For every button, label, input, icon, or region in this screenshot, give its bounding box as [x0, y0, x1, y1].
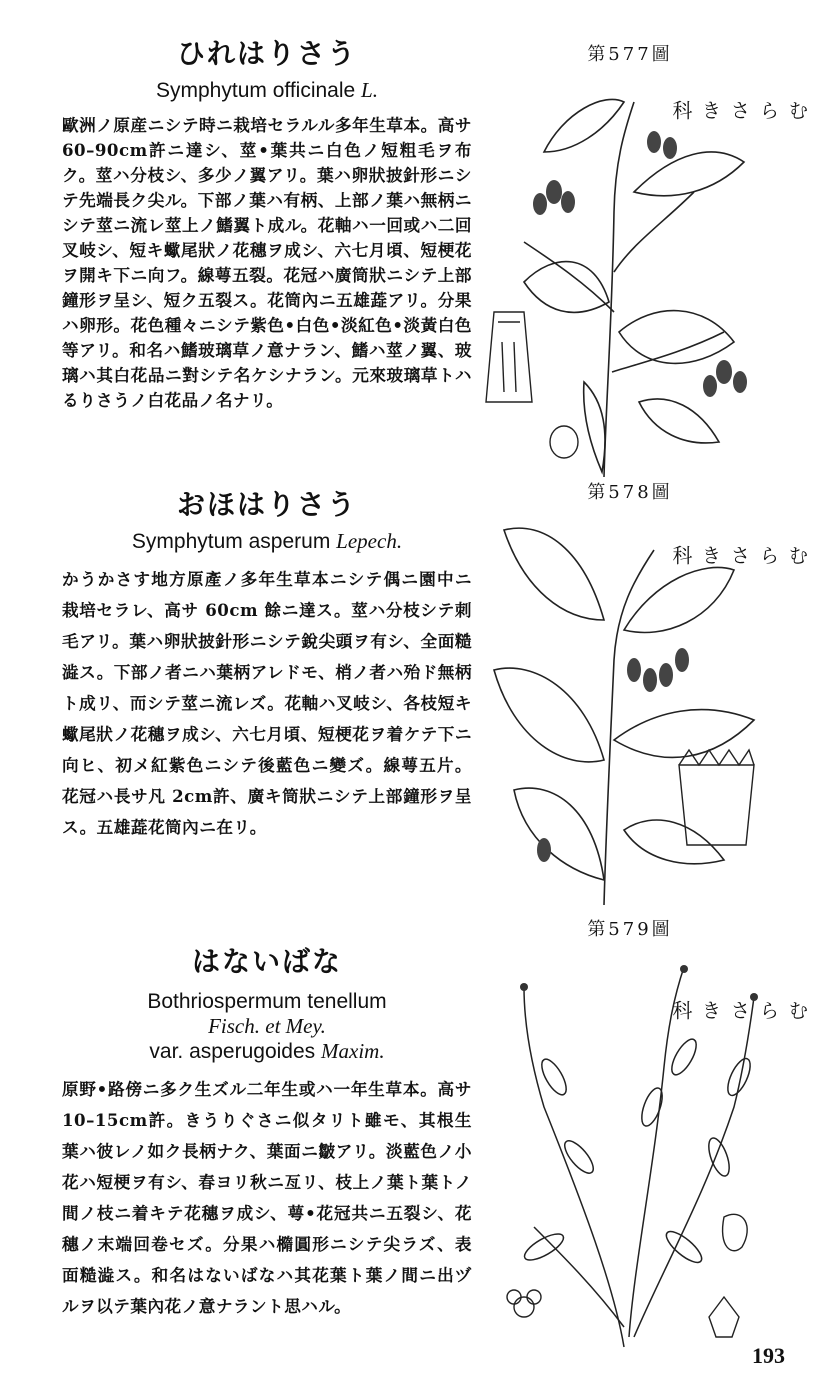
entry-text	[62, 483, 472, 860]
figure-579	[484, 915, 776, 1357]
figure-label: 第579圖	[587, 919, 673, 940]
description-text: かうかさす地方原產ノ多年生草本ニシテ偶ニ園中ニ栽培セラレ、高サ 60cm 餘ニ達ス。莖ハ分枝シテ刺毛アリ。葉ハ卵狀披針形ニシテ銳尖頭ヲ有シ、全面糙澁ス。下部ノ者ニハ葉柄アレドモ、梢ノ者ハ殆ド無柄ト成リ、而シテ莖ニ流レズ。花軸ハ叉岐シ、各枝短キ蠍尾狀ノ花穗ヲ成シ、六七月頃、短梗花ヲ着ケテ下ニ向ヒ、初メ紅紫色ニシテ後藍色ニ變ズ。線萼五片。花冠ハ長サ凡 2cm許、廣キ筒狀ニシテ上部鐘形ヲ呈ス。五雄蕋花筒內ニ在リ。	[62, 569, 472, 837]
japanese-name: おほはりさう	[176, 488, 357, 521]
comfrey-illustration	[484, 510, 776, 910]
figure-578	[484, 478, 776, 910]
figure-label: 第578圖	[587, 482, 673, 503]
scientific-name: Bothriospermum tenellum Fisch. et Mey. var. asperugoides Maxim.	[147, 990, 387, 1063]
japanese-name: ひれはりさう	[176, 37, 357, 70]
comfrey-illustration	[484, 72, 776, 482]
entry-text	[62, 940, 472, 1339]
page-number: 193	[752, 1343, 785, 1368]
family-label: むらさき科	[669, 1000, 809, 1022]
japanese-name: はないばな	[191, 945, 342, 978]
scientific-name: Symphytum asperum Lepech.	[131, 529, 403, 553]
family-label: むらさき科	[669, 100, 809, 122]
family-label: むらさき科	[669, 545, 809, 567]
description-text: 原野•路傍ニ多ク生ズル二年生或ハ一年生草本。高サ 10–15cm許。きうりぐさニ似タリト雖モ、其根生葉ハ彼レノ如ク長柄ナク、葉面ニ皺アリ。淡藍色ノ小花ハ短梗ヲ有シ、春ヨリ秋ニ亙リ、枝上ノ葉ト葉トノ間ノ枝ニ着キテ花穗ヲ成シ、萼•花冠共ニ五裂シ、花穗ノ末端回卷セズ。分果ハ橢圓形ニシテ尖ラズ、表面糙澁ス。和名はないばなハ其花葉ト葉ノ間ニ出ヅルヲ以テ葉內花ノ意ナラント思ハル。	[62, 1079, 472, 1316]
scientific-name: Symphytum officinale L.	[156, 78, 378, 102]
entry-text	[62, 32, 472, 430]
figure-label: 第577圖	[587, 44, 673, 65]
description-text: 歐洲ノ原産ニシテ時ニ栽培セラルル多年生草本。高サ60–90cm許ニ達シ、莖•葉共ニ白色ノ短粗毛ヲ布ク。莖ハ分枝シ、多少ノ翼アリ。葉ハ卵狀披針形ニシテ先端長ク尖ル。下部ノ葉ハ有柄、上部ノ葉ハ無柄ニシテ莖ニ流レ莖上ノ鰭翼ト成ル。花軸ハ一回或ハ二回叉岐シ、短キ蠍尾狀ノ花穗ヲ成シ、六七月頃、短梗花ヲ開キ下ニ向フ。線萼五裂。花冠ハ廣筒狀ニシテ上部鐘形ヲ呈シ、短ク五裂ス。花筒內ニ五雄蕋アリ。分果ハ卵形。花色種々ニシテ紫色•白色•淡紅色•淡黃白色等アリ。和名ハ鰭玻璃草ノ意ナラン、鰭ハ莖ノ翼、玻璃ハ其白花品ニ對シテ名ケシナラン。元來玻璃草トハるりさうノ白花品ノ名ナリ。	[62, 115, 472, 410]
